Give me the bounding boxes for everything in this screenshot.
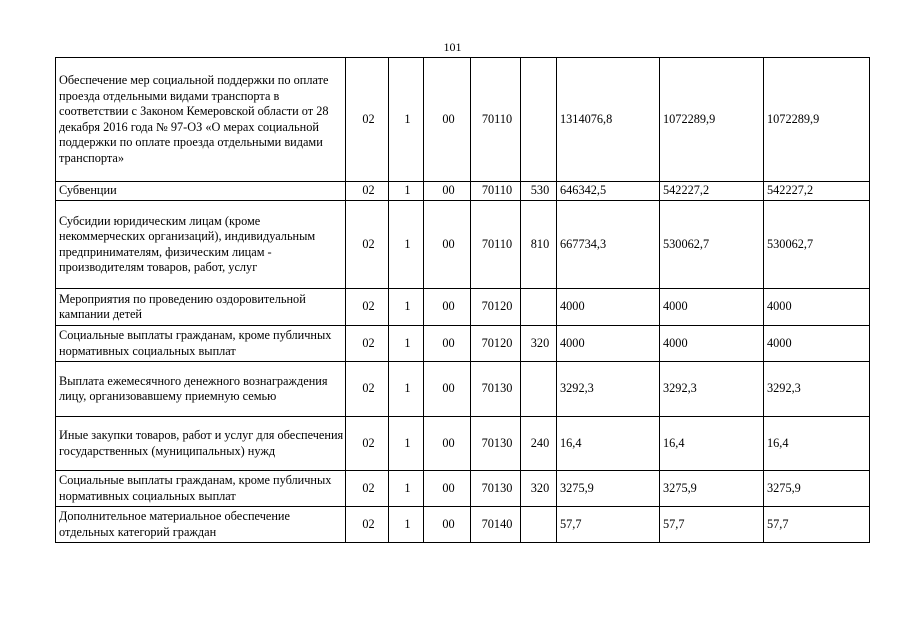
row-name: Дополнительное материальное обеспечение отдельных категорий граждан bbox=[56, 507, 346, 543]
section-code: 02 bbox=[346, 201, 389, 289]
amount-2: 1072289,9 bbox=[660, 58, 764, 182]
amount-2: 3275,9 bbox=[660, 471, 764, 507]
table-row bbox=[56, 417, 870, 471]
section-code: 02 bbox=[346, 58, 389, 182]
target-code: 70130 bbox=[471, 362, 521, 417]
page-number: 101 bbox=[443, 40, 462, 54]
budget-table bbox=[55, 57, 870, 543]
subsection-code: 1 bbox=[389, 326, 424, 362]
amount-1: 646342,5 bbox=[557, 182, 660, 201]
amount-3: 530062,7 bbox=[764, 201, 870, 289]
row-name: Обеспечение мер социальной поддержки по оплате проезда отдельными видами транспорта в соответствии с Законом Кемеровской области от 28 декабря 2016 года № 97-ОЗ «О мерах социальной поддержки по оплате проезда отдельными видами транспорта» bbox=[56, 58, 346, 182]
expense-type-code bbox=[521, 507, 557, 543]
amount-2: 16,4 bbox=[660, 417, 764, 471]
amount-3: 1072289,9 bbox=[764, 58, 870, 182]
amount-1: 3275,9 bbox=[557, 471, 660, 507]
program-code: 00 bbox=[424, 326, 471, 362]
target-code: 70110 bbox=[471, 58, 521, 182]
expense-type-code bbox=[521, 289, 557, 326]
target-code: 70120 bbox=[471, 326, 521, 362]
program-code: 00 bbox=[424, 182, 471, 201]
amount-3: 16,4 bbox=[764, 417, 870, 471]
subsection-code: 1 bbox=[389, 58, 424, 182]
subsection-code: 1 bbox=[389, 201, 424, 289]
expense-type-code: 320 bbox=[521, 326, 557, 362]
table-row bbox=[56, 326, 870, 362]
table-row bbox=[56, 362, 870, 417]
amount-2: 57,7 bbox=[660, 507, 764, 543]
row-name: Иные закупки товаров, работ и услуг для обеспечения государственных (муниципальных) нужд bbox=[56, 417, 346, 471]
amount-3: 3292,3 bbox=[764, 362, 870, 417]
table-row bbox=[56, 471, 870, 507]
subsection-code: 1 bbox=[389, 182, 424, 201]
amount-2: 530062,7 bbox=[660, 201, 764, 289]
subsection-code: 1 bbox=[389, 471, 424, 507]
amount-3: 542227,2 bbox=[764, 182, 870, 201]
expense-type-code bbox=[521, 58, 557, 182]
subsection-code: 1 bbox=[389, 289, 424, 326]
subsection-code: 1 bbox=[389, 417, 424, 471]
table-row bbox=[56, 507, 870, 543]
row-name: Субвенции bbox=[56, 182, 346, 201]
expense-type-code: 320 bbox=[521, 471, 557, 507]
program-code: 00 bbox=[424, 289, 471, 326]
amount-1: 57,7 bbox=[557, 507, 660, 543]
amount-1: 16,4 bbox=[557, 417, 660, 471]
section-code: 02 bbox=[346, 182, 389, 201]
section-code: 02 bbox=[346, 417, 389, 471]
section-code: 02 bbox=[346, 507, 389, 543]
amount-1: 4000 bbox=[557, 326, 660, 362]
amount-1: 4000 bbox=[557, 289, 660, 326]
row-name: Субсидии юридическим лицам (кроме некоммерческих организаций), индивидуальным предпринимателям, физическим лицам - производителям товаров, работ, услуг bbox=[56, 201, 346, 289]
table-row bbox=[56, 182, 870, 201]
section-code: 02 bbox=[346, 471, 389, 507]
target-code: 70110 bbox=[471, 182, 521, 201]
row-name: Социальные выплаты гражданам, кроме публичных нормативных социальных выплат bbox=[56, 326, 346, 362]
amount-2: 3292,3 bbox=[660, 362, 764, 417]
amount-3: 4000 bbox=[764, 326, 870, 362]
target-code: 70120 bbox=[471, 289, 521, 326]
table-row bbox=[56, 289, 870, 326]
expense-type-code: 530 bbox=[521, 182, 557, 201]
program-code: 00 bbox=[424, 58, 471, 182]
expense-type-code bbox=[521, 362, 557, 417]
amount-2: 4000 bbox=[660, 326, 764, 362]
program-code: 00 bbox=[424, 507, 471, 543]
program-code: 00 bbox=[424, 417, 471, 471]
row-name: Выплата ежемесячного денежного вознаграждения лицу, организовавшему приемную семью bbox=[56, 362, 346, 417]
subsection-code: 1 bbox=[389, 362, 424, 417]
amount-1: 3292,3 bbox=[557, 362, 660, 417]
amount-2: 542227,2 bbox=[660, 182, 764, 201]
subsection-code: 1 bbox=[389, 507, 424, 543]
expense-type-code: 810 bbox=[521, 201, 557, 289]
target-code: 70130 bbox=[471, 471, 521, 507]
target-code: 70140 bbox=[471, 507, 521, 543]
table-row bbox=[56, 58, 870, 182]
program-code: 00 bbox=[424, 471, 471, 507]
section-code: 02 bbox=[346, 362, 389, 417]
target-code: 70130 bbox=[471, 417, 521, 471]
amount-1: 1314076,8 bbox=[557, 58, 660, 182]
row-name: Мероприятия по проведению оздоровительной кампании детей bbox=[56, 289, 346, 326]
amount-3: 4000 bbox=[764, 289, 870, 326]
amount-3: 3275,9 bbox=[764, 471, 870, 507]
program-code: 00 bbox=[424, 201, 471, 289]
program-code: 00 bbox=[424, 362, 471, 417]
target-code: 70110 bbox=[471, 201, 521, 289]
section-code: 02 bbox=[346, 289, 389, 326]
expense-type-code: 240 bbox=[521, 417, 557, 471]
section-code: 02 bbox=[346, 326, 389, 362]
amount-3: 57,7 bbox=[764, 507, 870, 543]
amount-2: 4000 bbox=[660, 289, 764, 326]
table-row bbox=[56, 201, 870, 289]
row-name: Социальные выплаты гражданам, кроме публичных нормативных социальных выплат bbox=[56, 471, 346, 507]
amount-1: 667734,3 bbox=[557, 201, 660, 289]
